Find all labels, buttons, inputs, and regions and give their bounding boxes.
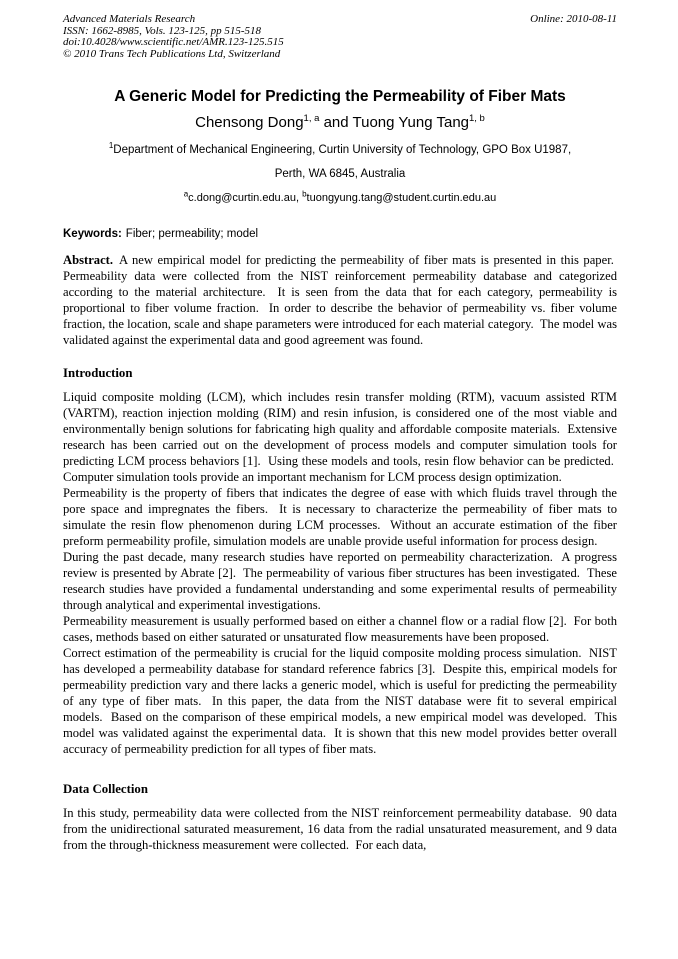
keywords-value: Fiber; permeability; model — [125, 228, 259, 241]
email-a-superscript: a — [183, 189, 189, 199]
issn-line: ISSN: 1662-8985, Vols. 123-125, pp 515-518 — [63, 24, 261, 37]
introduction-paragraph-2: Permeability is the property of fibers that indicates the degree of ease with which fluids travel through the pore space and impregnates the fibers. It is necessary to characterize the permeability of fiber mats to simulate the resin flow phenomenon during LCM processes. Without an accurate estimation of the fiber preform permeability profile, simulation models are unable provide useful information for process design. — [63, 486, 617, 549]
journal-header — [63, 14, 617, 60]
author-1-name: Chensong Dong — [195, 114, 304, 132]
doi-line: doi:10.4028/www.scientific.net/AMR.123-125.515 — [63, 36, 284, 49]
paper-title: A Generic Model for Predicting the Permeability of Fiber Mats — [114, 88, 566, 106]
authors-line — [63, 113, 617, 133]
email-b: tuongyung.tang@student.curtin.edu.au — [306, 192, 497, 205]
section-heading-data-collection: Data Collection — [63, 782, 148, 797]
affiliation-block — [63, 138, 617, 186]
email-a: c.dong@curtin.edu.au, — [188, 192, 303, 205]
introduction-paragraph-4: Permeability measurement is usually performed based on either a channel flow or a radial flow [2]. For both cases, methods based on either saturated or unsaturated flow measurements have been proposed. — [63, 614, 617, 645]
online-date: Online: 2010-08-11 — [530, 13, 617, 25]
email-b-superscript: b — [302, 189, 307, 199]
authors-separator: and — [319, 114, 353, 132]
author-1-superscript: 1, a — [303, 113, 320, 125]
journal-header-left — [63, 14, 284, 60]
author-2-name: Tuong Yung Tang — [352, 114, 469, 132]
copyright-line: © 2010 Trans Tech Publications Ltd, Switzerland — [63, 47, 281, 60]
introduction-paragraph-5: Correct estimation of the permeability is crucial for the liquid composite molding process simulation. NIST has developed a permeability database for standard reference fabrics [3]. Despite this, empirical models for permeability prediction vary and there lacks a generic model, which is useful for predicting the permeability of any type of fiber mats. In this paper, the data from the NIST database were fit to several empirical models. Based on the comparison of these empirical models, a new empirical model was developed. This model was validated against the experimental data. It is shown that this new model provides better overall accuracy of permeability prediction for all types of fiber mats. — [63, 646, 617, 757]
affiliation-line-1 — [63, 138, 617, 162]
abstract-label: Abstract. — [63, 253, 114, 268]
data-collection-paragraph-1: In this study, permeability data were collected from the NIST reinforcement permeability database. 90 data from the unidirectional saturated measurement, 16 data from the radial unsaturated measurement, and 9 data from the through-thickness measurement were collected. For each data, — [63, 806, 617, 853]
affiliation-marker: 1 — [108, 141, 114, 151]
author-2-superscript: 1, b — [469, 113, 485, 125]
section-heading-introduction: Introduction — [63, 366, 133, 381]
keywords-label: Keywords: — [63, 228, 122, 241]
affiliation-line-2: Perth, WA 6845, Australia — [274, 168, 406, 181]
emails-line — [63, 186, 617, 210]
keywords-line — [63, 227, 617, 241]
affiliation-text: Department of Mechanical Engineering, Curtin University of Technology, GPO Box U1987, — [113, 144, 572, 157]
introduction-paragraph-3: During the past decade, many research studies have reported on permeability characterization. A progress review is presented by Abrate [2]. The permeability of various fiber structures has been investigated. These research studies have provided a fundamental understanding and some experimental results of permeability through analytical and experimental investigations. — [63, 550, 617, 613]
abstract-paragraph — [63, 252, 617, 348]
journal-name: Advanced Materials Research — [63, 13, 196, 25]
introduction-paragraph-1: Liquid composite molding (LCM), which includes resin transfer molding (RTM), vacuum assisted RTM (VARTM), reaction injection molding (RIM) and resin infusion, is considered one of the most viable and environmentally benign solutions for fabricating high quality and affordable composite materials. Extensive research has been carried out on the development of process models and computer simulation tools for predicting LCM process behaviors [1]. Using these models and tools, resin flow behavior can be predicted. Computer simulation tools provide an important mechanism for LCM process design optimization. — [63, 390, 617, 485]
abstract-text: A new empirical model for predicting the permeability of fiber mats is presented in this paper. Permeability data were collected from the NIST reinforcement permeability database and categorized according to the material architecture. It is seen from the data that for each category, permeability is proportional to fiber volume fraction. In order to describe the behavior of permeability vs. fiber volume fraction, the location, scale and shape parameters were introduced for each material category. The model was validated against the experimental data and good agreement was found. — [63, 253, 617, 348]
